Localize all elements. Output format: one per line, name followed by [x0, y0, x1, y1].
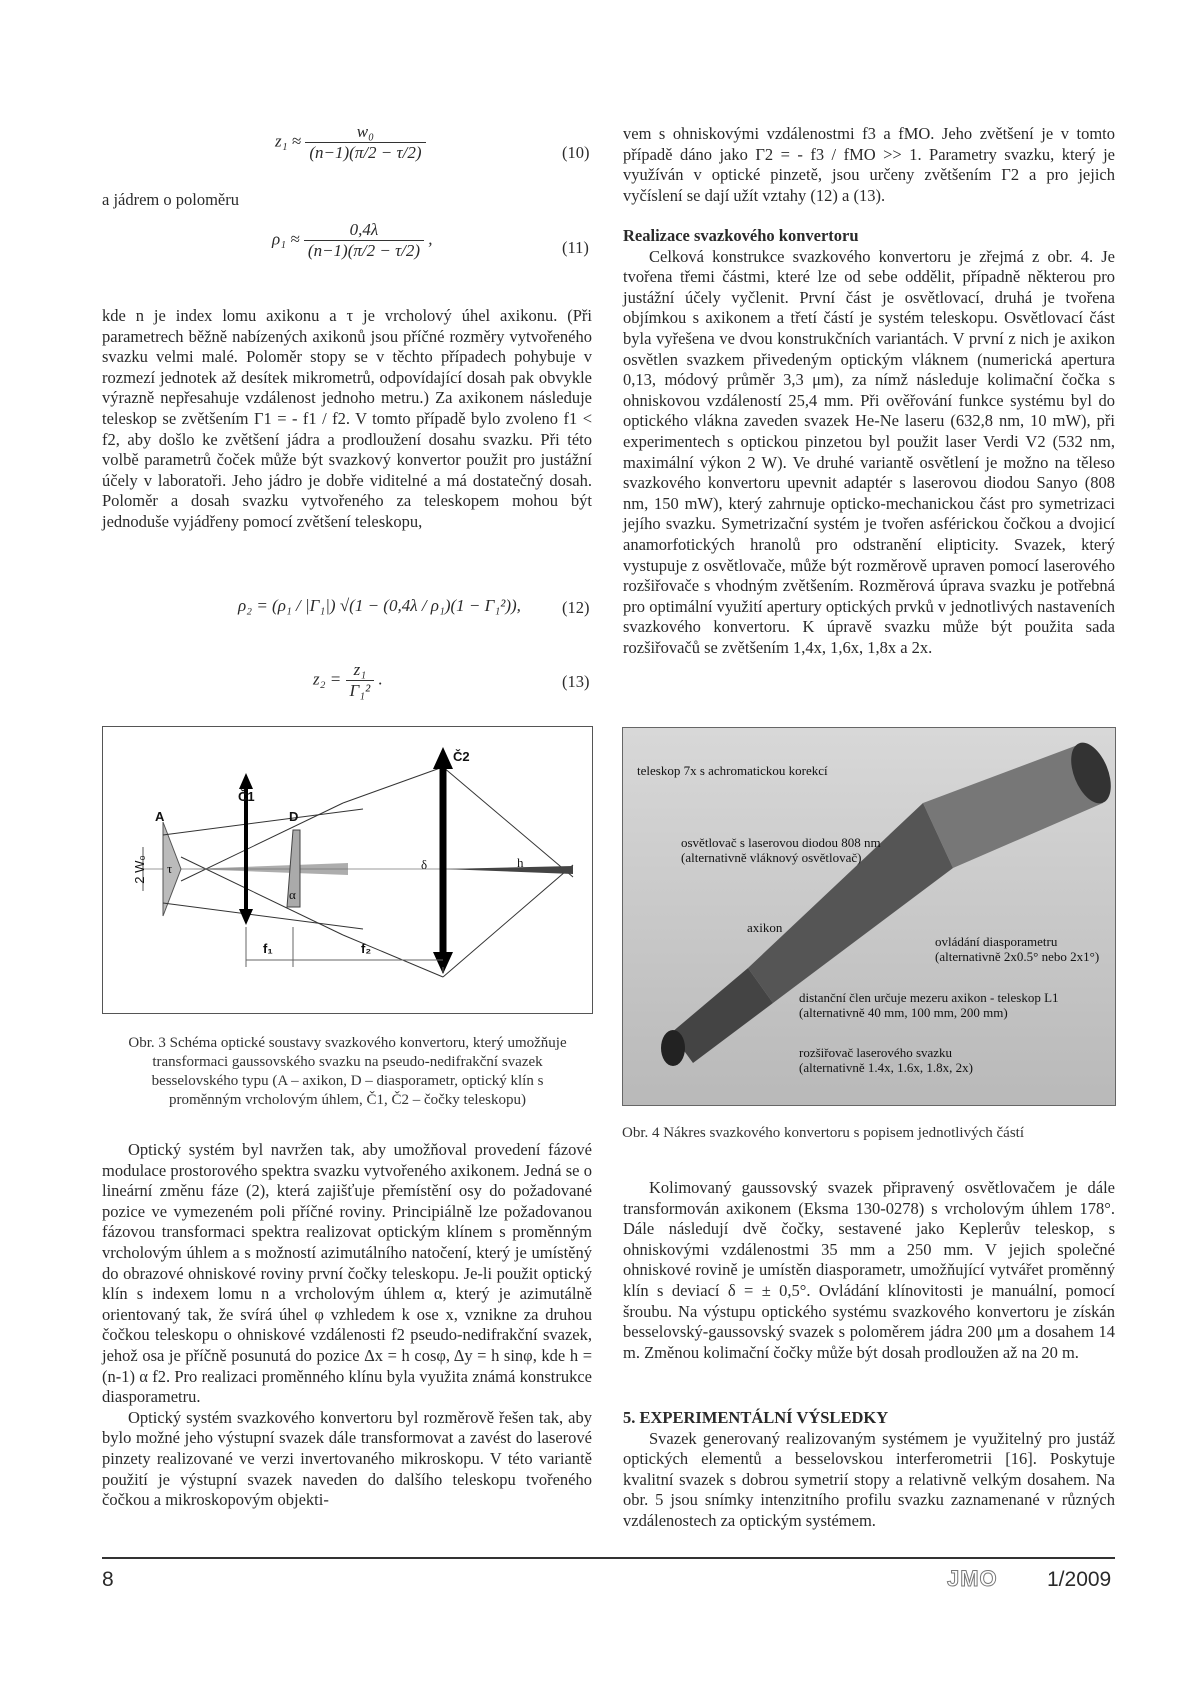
label-alpha: α [289, 887, 296, 902]
eq13-denominator: Γ₁² [349, 681, 371, 700]
label-f1: f₁ [263, 941, 273, 956]
label-rozsirovac-2: (alternativně 1.4x, 1.6x, 1.8x, 2x) [799, 1060, 974, 1075]
equation-13 [313, 660, 383, 701]
label-distancni-2: (alternativně 40 mm, 100 mm, 200 mm) [799, 1005, 1008, 1020]
label-axikon: axikon [747, 920, 783, 935]
label-c2: Č2 [453, 749, 470, 764]
para-celkova: Celková konstrukce svazkového konvertoru je zřejmá z obr. 4. Je tvořena třemi částmi, které lze od sebe oddělit, případně některou pro justážní účely vyčlenit. První část je osvětlovací, druhá je tvořena objímkou s axikonem a třetí částí je systém teleskopu. Osvětlovací část byla vyřešena ve dvou konstrukčních variantách. V první z nich je axikon osvětlen svazkem přivedeným optickým vláknem (numerická apertura 0,13, módový průměr 3,3 μm), za nímž následuje kolimační čočka s ohniskovou vzdáleností 25,4 mm. Při ověřování funkce systému byl do optického vlákna zaveden svazek He-Ne laseru (632,8 nm, 10 mW), při experimentech s optickou pinzetou byl použit laser Verdi V2 (532 nm, maximální výkon 2 W). Ve druhé variantě osvětlení je možno na těleso svazkového konvertoru upevnit adaptér s laserovou diodou Sanyo (808 nm, 150 mW), který zahrnuje opticko-mechanickou část pro symetrizaci jejího svazku. Symetrizační systém je tvořen asférickou čočkou a dvojicí anamorfotických hranolů pro odstranění elipticity. Svazek, který vystupuje z osvětlovače, může být rozměrově upraven pomocí laserového rozšiřovače s vhodným zvětšením. Rozměrová úprava svazku je potřebná pro optimální využití apertury optických prvků v jednotlivých nastaveních svazkového konvertoru. K úpravě svazku může být použita sada rozšiřovačů se zvětšením 1,4x, 1,6x, 1,8x a 2x. [623, 246, 1115, 657]
eq11-tail: , [428, 229, 433, 249]
figure-4-caption: Obr. 4 Nákres svazkového konvertoru s popisem jednotlivých částí [622, 1125, 1024, 1141]
figure-3-caption: Obr. 3 Schéma optické soustavy svazkového konvertoru, který umožňuje transformaci gaussovského svazku na pseudo-nedifrakční svazek besselovského typu (A – axikon, D – diasporametr, optický klín s proměnným vrcholovým úhlem, Č1, Č2 – čočky teleskopu) [128, 1035, 567, 1108]
eq13-lhs: z₂ = [313, 669, 342, 689]
section-5 [623, 1408, 1115, 1532]
para-vem: vem s ohniskovými vzdálenostmi f3 a fMO. Jeho zvětšení je v tomto případě dáno jako Γ2 = - f3 / fMO >> 1. Parametry svazku, který je využíván v optické pinzetě, jsou určeny zvětšením Γ2 a pro jejich vyčíslení se dají užít vztahy (12) a (13). [623, 124, 1115, 205]
para-opt1-text: Optický systém byl navržen tak, aby umožňoval provedení fázové modulace prostorového spektra svazku vytvořeného axikonem. Jedná se o lineární změnu fáze (2), která zajišťuje přemístění osy do požadované pozice ve vymezeném poli příčné roviny. Principiálně lze požadovanou fázovou transformaci spektra realizovat optickým klínem s proměnným vrcholovým úhlem a s možností azimutálního natočení, který je umístěný do obrazové ohniskové roviny první čočky teleskopu. Je-li použit optický klín s indexem lomu n a vrcholovým úhlem α, který je azimutálně orientovaný tak, že svírá úhel φ vzhledem k ose x, vznikne za druhou čočkou teleskopu o ohniskové vzdálenosti f2 pseudo-nedifrakční svazek, jehož osa je příčně posunutá do pozice Δx = h cosφ, Δy = h sinφ, kde h = (n-1) α f2. Pro realizaci proměnného klínu byla využita známá konstrukce diasporametru. [102, 1140, 592, 1407]
eq11-denominator: (n−1)(π/2 − τ/2) [307, 241, 421, 260]
label-f2: f₂ [361, 941, 372, 956]
label-tau: τ [167, 861, 173, 876]
label-c1: Č1 [238, 789, 255, 804]
label-ovladani-1: ovládání diasporametru [935, 934, 1058, 949]
eq13-label: (13) [562, 672, 590, 691]
eq10-fraction [305, 122, 425, 163]
equation-12: ρ₂ = (ρ₁ / |Γ₁|) √(1 − (0,4λ / ρ₁)(1 − Γ₁²)), [238, 596, 521, 615]
label-teleskop: teleskop 7x s achromatickou korekcí [637, 763, 828, 778]
figure-4-render [622, 727, 1116, 1106]
section-kolimovany [623, 1178, 1115, 1363]
para-jadrem: a jádrem o poloměru [102, 190, 239, 209]
label-ovladani-2: (alternativně 2x0.5° nebo 2x1°) [935, 949, 1100, 964]
page-number: 8 [102, 1568, 114, 1591]
label-a: A [155, 809, 165, 824]
heading-realizace: Realizace svazkového konvertoru [623, 226, 859, 245]
label-d: D [289, 809, 299, 824]
label-w0: 2 W₀ [131, 855, 147, 884]
equation-10 [275, 122, 426, 163]
para-opticky-1 [102, 1140, 592, 1511]
optical-schematic [103, 727, 592, 1013]
eq13-tail: . [378, 669, 383, 689]
eq13-fraction [346, 660, 375, 701]
label-h: h [517, 855, 524, 870]
eq11-lhs: ρ₁ ≈ [272, 229, 300, 249]
para-svazek: Svazek generovaný realizovaným systémem je využitelný pro justáž optických elementů a besselovskou interferometrii [16]. Poskytuje kvalitní svazek s dobrou symetrií stopy a relativně velkým dosahem. Na obr. 5 jsou snímky intenzitního profilu svazku zaznamenané v různých vzdálenostech za optickým systémem. [623, 1428, 1115, 1530]
label-osvetlovac-2: (alternativně vláknový osvětlovač) [681, 850, 862, 865]
eq11-label: (11) [562, 238, 589, 257]
eq11-numerator: 0,4λ [304, 220, 424, 241]
footer-rule [102, 1557, 1115, 1559]
label-delta: δ [421, 857, 428, 872]
para-kolimovany: Kolimovaný gaussovský svazek připravený osvětlovačem je dále transformován axikonem (Eksma 130-0278) s vrcholovým úhlem 178°. Dále následují dvě čočky, sestavené jako Keplerův teleskop, s ohniskovými vzdálenostmi 35 mm a 250 mm. V jejich společné ohniskové rovině je umístěn diasporametr, umožňující vytvářet proměnný klín s deviací δ = ± 0,5°. Ovládání klínovitosti je manuální, pomocí šroubu. Na výstupu optického systému svazkového konvertoru je získán besselovský-gaussovský svazek s poloměrem jádra 200 μm a dosahem 14 m. Změnou kolimační čočky může být dosah prodloužen až na 20 m. [623, 1178, 1115, 1362]
eq12-label: (12) [562, 598, 590, 617]
eq10-label: (10) [562, 143, 590, 162]
figure-3-diagram [102, 726, 593, 1014]
label-osvetlovac-1: osvětlovač s laserovou diodou 808 nm [681, 835, 881, 850]
issue-number: 1/2009 [1047, 1568, 1112, 1591]
eq10-denominator: (n−1)(π/2 − τ/2) [309, 143, 422, 162]
eq10-lhs: z₁ ≈ [275, 131, 302, 151]
eq10-numerator: w₀ [305, 122, 425, 143]
eq11-fraction [304, 220, 424, 261]
heading-5: 5. EXPERIMENTÁLNÍ VÝSLEDKY [623, 1408, 889, 1427]
journal-logo: JMO [947, 1566, 998, 1591]
para-opt2-text: Optický systém svazkového konvertoru byl rozměrově řešen tak, aby bylo možné jeho výstupní svazek dále transformovat a zavést do laserové pinzety realizované ve verzi invertovaného mikroskopu. V této variantě použití je výstupní svazek naveden do dalšího teleskopu tvořeného čočkou a mikroskopovým objekti- [102, 1407, 592, 1510]
para-kde: kde n je index lomu axikonu a τ je vrcholový úhel axikonu. (Při parametrech běžně nabízených axikonů jsou příčné rozměry vytvořeného svazku velmi malé. Poloměr stopy se v těchto případech pohybuje v rozmezí jednotek až desítek mikrometrů, odpovídající dosah pak obvykle výrazně nepřesahuje vzdálenost jednoho metru.) Za axikonem následuje teleskop se zvětšením Γ1 = - f1 / f2. V tomto případě bylo zvoleno f1 < f2, aby došlo ke zvětšení jádra a prodloužení dosahu svazku. Při této volbě parametrů čoček může být svazkový konvertor použit pro justážní účely v laboratoři. Jeho jádro je dobře viditelné a má dostatečný dosah. Poloměr a dosah svazku vytvořeného za teleskopem mohou být jednoduše vyjádřeny pomocí zvětšení teleskopu, [102, 306, 592, 531]
label-rozsirovac-1: rozšiřovač laserového svazku [799, 1045, 953, 1060]
label-distancni-1: distanční člen určuje mezeru axikon - teleskop L1 [799, 990, 1059, 1005]
section-realizace [623, 226, 1115, 658]
eq13-numerator: z₁ [346, 660, 375, 681]
equation-11 [272, 220, 433, 261]
